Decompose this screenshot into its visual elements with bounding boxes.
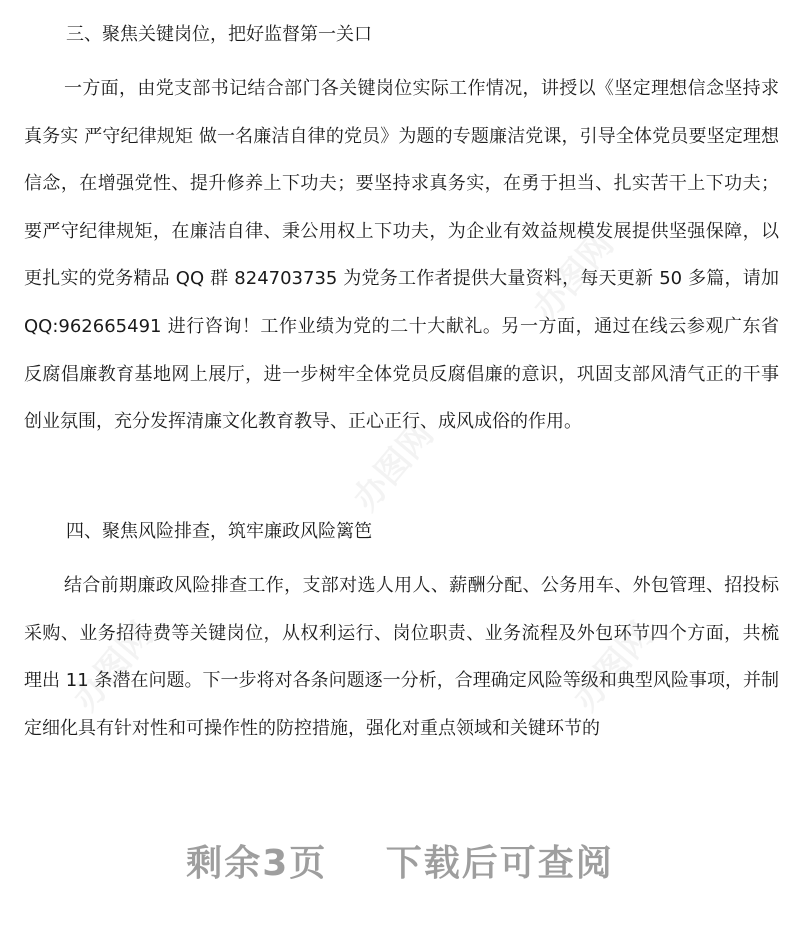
section-3-heading: 三、聚焦关键岗位，把好监督第一关口 xyxy=(66,24,372,45)
section-3-paragraph: 一方面，由党支部书记结合部门各关键岗位实际工作情况，讲授以《坚定理想信念坚持求真务实 严守纪律规矩 做一名廉洁自律的党员》为题的专题廉洁党课，引导全体党员要坚定理想信念，在增强党性、提升修养上下功夫；要坚持求真务实，在勇于担当、扎实苦干上下功夫；要严守纪律规矩，在廉洁自律、秉公用权上下功夫，为企业有效益规模发展提供坚强保障，以更扎实的党务精品 QQ 群 824703735 为党务工作者提供大量资料，每天更新 50 多篇，请加 QQ:962665491 进行咨询！工作业绩为党的二十大献礼。另一方面，通过在线云参观广东省反腐倡廉教育基地网上展厅，进一步树牢全体党员反腐倡廉的意识，巩固支部风清气正的干事创业氛围，充分发挥清廉文化教育教导、正心正行、成风成俗的作用。 xyxy=(24,78,779,433)
watermark-logo: 办图网 xyxy=(65,614,162,719)
section-4-paragraph: 结合前期廉政风险排查工作，支部对选人用人、薪酬分配、公务用车、外包管理、招投标采购、业务招待费等关键岗位，从权利运行、岗位职责、业务流程及外包环节四个方面，共梳理出 11 条潜在问题。下一步将对各条问题逐一分析，合理确定风险等级和典型风险事项，并制定细化具有针对性和可操作性的防控措施，强化对重点领域和关键环节的 xyxy=(24,575,779,739)
remaining-pages-text: 剩余3页 xyxy=(186,843,328,884)
download-to-view-text[interactable]: 下载后可查阅 xyxy=(385,843,614,884)
watermark-logo: 办图网 xyxy=(345,414,442,519)
section-4-heading: 四、聚焦风险排查，筑牢廉政风险篱笆 xyxy=(66,521,372,542)
watermark-logo: 办图网 xyxy=(565,614,662,719)
download-prompt-banner[interactable] xyxy=(0,835,800,886)
watermark-logo: 办图网 xyxy=(525,224,622,329)
